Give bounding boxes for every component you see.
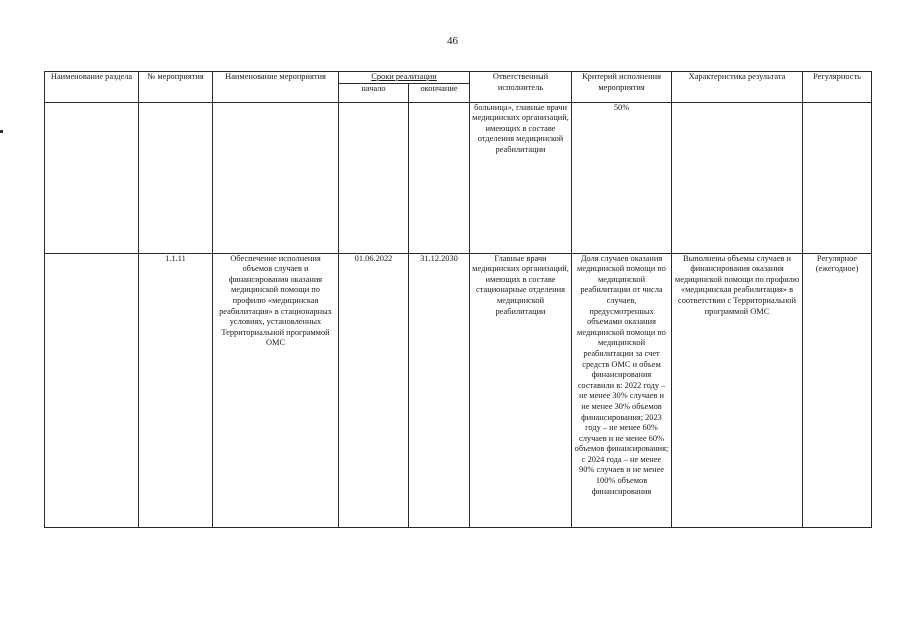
scan-mark <box>0 130 3 133</box>
cell-criterion: 50% <box>572 102 672 253</box>
header-section-name: Наименование раздела <box>45 72 139 103</box>
header-period-label: Сроки реализации <box>371 72 437 81</box>
header-criterion: Критерий исполнения мероприятия <box>572 72 672 103</box>
cell-result: Выполнены объемы случаев и финансирования оказания медицинской помощи по профилю «медицинская реабилитация» в соответствии с Территориальной программой ОМС <box>672 253 803 527</box>
cell-criterion: Доля случаев оказания медицинской помощи по медицинской реабилитации от числа случаев, предусмотренных объемами оказания медицинской помощи по медицинской реабилитации за счет средств ОМС и объем финансирования составили в: 2022 году – не менее 30% случаев и не менее 30% объемов финансирования; 2023 году – не менее 60% случаев и не менее 60% объемов финансирования; с 2024 года – не менее 90% случаев и не менее 100% объемов финансирования <box>572 253 672 527</box>
cell-end: 31.12.2030 <box>409 253 470 527</box>
header-responsible: Ответственный исполнитель <box>470 72 572 103</box>
cell-number <box>139 102 213 253</box>
cell-responsible: Главные врачи медицинских организаций, имеющих в составе стационарные отделения медицинской реабилитации <box>470 253 572 527</box>
plan-table <box>44 71 872 528</box>
header-result: Характеристика результата <box>672 72 803 103</box>
cell-section <box>45 102 139 253</box>
cell-end <box>409 102 470 253</box>
cell-regularity: Регулярное (ежегодное) <box>803 253 872 527</box>
cell-start <box>339 102 409 253</box>
table-row <box>45 253 872 527</box>
header-end: окончание <box>409 83 470 102</box>
header-period <box>339 72 470 84</box>
page-number: 46 <box>447 35 458 47</box>
cell-result <box>672 102 803 253</box>
cell-section <box>45 253 139 527</box>
cell-number: 1.1.11 <box>139 253 213 527</box>
header-event-name: Наименование мероприятия <box>213 72 339 103</box>
cell-regularity <box>803 102 872 253</box>
header-event-number: № мероприятия <box>139 72 213 103</box>
header-regularity: Регулярность <box>803 72 872 103</box>
table-row <box>45 102 872 253</box>
cell-name <box>213 102 339 253</box>
cell-start: 01.06.2022 <box>339 253 409 527</box>
cell-name: Обеспечение исполнения объемов случаев и финансирования оказания медицинской помощи по профилю «медицинская реабилитация» в стационарных условиях, установленных Территориальной программой ОМС <box>213 253 339 527</box>
cell-responsible: больница», главные врачи медицинских организаций, имеющих в составе отделения медицинской реабилитации <box>470 102 572 253</box>
header-start: начало <box>339 83 409 102</box>
